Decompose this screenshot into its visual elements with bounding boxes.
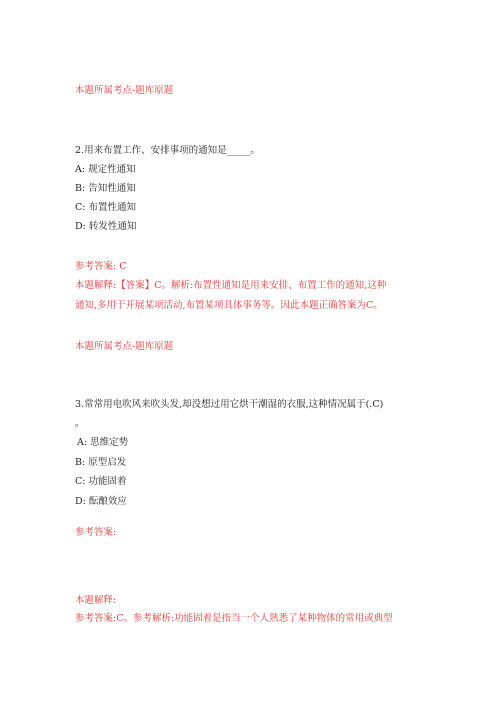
- q1-source-note: 本题所属考点-题库原题: [75, 85, 174, 96]
- q3-explanation-line-1: 参考答案:C。参考解析:功能固着是指当一个人熟悉了某种物体的常用或典型: [75, 613, 393, 624]
- q2-option-d: D: 转发性通知: [75, 221, 137, 232]
- q2-source-note: 本题所属考点-题库原题: [75, 341, 174, 352]
- q3-option-b: B: 原型启发: [75, 457, 127, 468]
- q2-option-a: A: 规定性通知: [75, 164, 136, 175]
- q3-answer: 参考答案:: [75, 527, 117, 538]
- q3-stem-line-1: 3.常常用电吹风来吹头发,却没想过用它烘干潮湿的衣服,这种情况属于(.C): [75, 399, 384, 410]
- q2-option-b: B: 告知性通知: [75, 183, 136, 194]
- q3-option-a: A: 思维定势: [77, 437, 129, 448]
- q3-stem-line-2: 。: [75, 418, 85, 429]
- q2-option-c: C: 布置性通知: [75, 202, 136, 213]
- q3-option-c: C: 功能固着: [75, 476, 127, 487]
- q2-answer: 参考答案: C: [75, 261, 127, 272]
- q2-explanation-line-2: 通知,多用于开展某项活动,布置某项具体事务等。因此本题正确答案为C。: [75, 300, 383, 311]
- q3-option-d: D: 酝酿效应: [75, 496, 127, 507]
- q2-explanation-line-1: 本题解释:【答案】C。解析:布置性通知是用来安排、布置工作的通知,这种: [75, 280, 387, 291]
- q2-stem: 2.用来布置工作、安排事项的通知是_____。: [75, 145, 260, 156]
- q3-explanation-label: 本题解释:: [75, 595, 117, 606]
